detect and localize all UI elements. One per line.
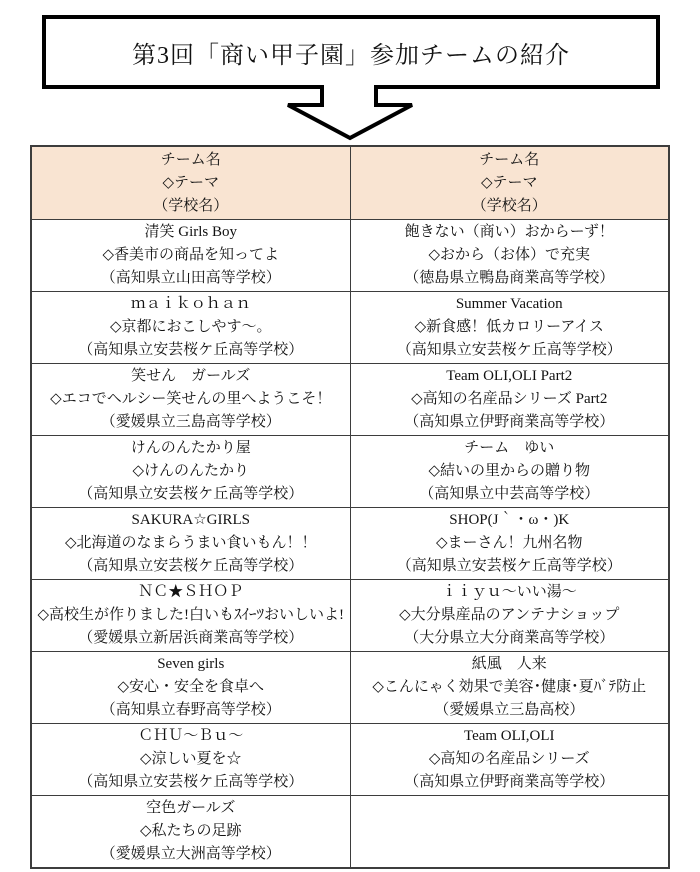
team-cell-left xyxy=(31,220,350,292)
school-line: （徳島県立鴨島商業高等学校） xyxy=(404,270,615,286)
table-row xyxy=(31,580,669,652)
theme-line: ◇まーさん！九州名物 xyxy=(435,535,583,551)
header-line-school: （学校名） xyxy=(153,197,229,214)
school-line: （愛媛県立新居浜商業高等学校） xyxy=(78,630,304,646)
theme-line: ◇けんのんたかり xyxy=(132,463,250,479)
team-cell-left xyxy=(31,580,350,652)
theme-line: ◇こんにゃく効果で美容･健康･夏ﾊﾞﾃ防止 xyxy=(372,679,647,695)
down-arrow-icon xyxy=(280,85,420,145)
page-title: 第3回「商い甲子園」参加チームの紹介 xyxy=(132,42,570,69)
theme-line: ◇エコでヘルシー笑せんの里へようこそ！ xyxy=(50,391,332,407)
theme-line: ◇結いの里からの贈り物 xyxy=(428,463,591,479)
header-cell-right xyxy=(350,146,669,220)
school-line: （愛媛県立三島高校） xyxy=(434,702,585,718)
school-line: （高知県立安芸桜ケ丘高等学校） xyxy=(78,774,304,790)
team-cell-right xyxy=(350,364,669,436)
school-line: （高知県立伊野商業高等学校） xyxy=(404,414,615,430)
header-line-team: チーム名 xyxy=(160,151,221,168)
school-line: （高知県立山田高等学校） xyxy=(100,270,281,286)
theme-line xyxy=(353,820,667,843)
team-cell-right xyxy=(350,652,669,724)
school-line: （高知県立春野高等学校） xyxy=(100,702,281,718)
table-row xyxy=(31,220,669,292)
team-line: 紙風 人来 xyxy=(471,656,547,672)
table-row xyxy=(31,364,669,436)
school-line: （高知県立安芸桜ケ丘高等学校） xyxy=(396,558,622,574)
theme-line: ◇香美市の商品を知ってよ xyxy=(102,247,280,263)
theme-line: ◇おから（お体）で充実 xyxy=(428,247,591,263)
theme-line: ◇新食感！低カロリーアイス xyxy=(414,319,604,335)
school-line: （高知県立伊野商業高等学校） xyxy=(404,774,615,790)
table-row xyxy=(31,652,669,724)
team-cell-right xyxy=(350,724,669,796)
theme-line: ◇大分県産品のアンテナショップ xyxy=(399,607,620,623)
theme-line: ◇高知の名産品シリーズ Part2 xyxy=(411,391,608,407)
team-line: ＣＨＵ～Ｂｕ～ xyxy=(138,728,244,744)
team-table xyxy=(30,145,670,869)
header-cell-left xyxy=(31,146,350,220)
header-line-theme: ◇テーマ xyxy=(480,174,538,191)
school-line xyxy=(353,843,667,866)
team-cell-left xyxy=(31,652,350,724)
school-line: （高知県立安芸桜ケ丘高等学校） xyxy=(78,558,304,574)
team-cell-right xyxy=(350,220,669,292)
team-cell-left xyxy=(31,436,350,508)
team-line: Team OLI,OLI Part2 xyxy=(446,368,573,384)
team-line: チーム ゆい xyxy=(464,440,555,456)
theme-line: ◇安心・安全を食卓へ xyxy=(117,679,265,695)
school-line: （高知県立安芸桜ケ丘高等学校） xyxy=(78,486,304,502)
team-cell-right xyxy=(350,580,669,652)
school-line: （高知県立安芸桜ケ丘高等学校） xyxy=(78,342,304,358)
title-box xyxy=(42,15,660,89)
team-table-header xyxy=(31,146,669,220)
school-line: （大分県立大分商業高等学校） xyxy=(404,630,615,646)
team-line: けんのんたかり屋 xyxy=(130,440,251,456)
team-line: Seven girls xyxy=(157,656,225,672)
school-line: （高知県立安芸桜ケ丘高等学校） xyxy=(396,342,622,358)
team-line: ｉｉｙｕ～いい湯～ xyxy=(441,584,577,600)
table-row xyxy=(31,436,669,508)
team-line: 清笑 Girls Boy xyxy=(144,224,237,240)
team-cell-left xyxy=(31,292,350,364)
team-cell-left xyxy=(31,724,350,796)
team-line xyxy=(353,797,667,820)
team-line: SHOP(J｀・ω・)K xyxy=(449,512,570,528)
table-row xyxy=(31,724,669,796)
theme-line: ◇私たちの足跡 xyxy=(139,823,242,839)
team-line: 笑せん ガールズ xyxy=(131,368,251,384)
header-line-school: （学校名） xyxy=(471,197,547,214)
team-cell-left xyxy=(31,796,350,869)
team-cell-right xyxy=(350,436,669,508)
team-cell-right xyxy=(350,796,669,869)
team-line: SAKURA☆GIRLS xyxy=(131,512,250,528)
team-cell-right xyxy=(350,292,669,364)
team-line: 空色ガールズ xyxy=(146,800,236,816)
team-table-body xyxy=(31,220,669,869)
team-cell-left xyxy=(31,508,350,580)
header-row xyxy=(31,146,669,220)
team-cell-left xyxy=(31,364,350,436)
table-row xyxy=(31,292,669,364)
team-line: ｍａｉｋｏｈａｎ xyxy=(130,296,251,312)
team-line: Summer Vacation xyxy=(455,296,563,312)
team-line: Team OLI,OLI xyxy=(463,728,555,744)
theme-line: ◇北海道のなまらうまい食いもん！！ xyxy=(64,535,317,551)
theme-line: ◇高知の名産品シリーズ xyxy=(428,751,590,767)
school-line: （高知県立中芸高等学校） xyxy=(419,486,600,502)
theme-line: ◇高校生が作りました!白いもｽｲｰﾂおいしいよ! xyxy=(37,607,345,623)
theme-line: ◇涼しい夏を☆ xyxy=(139,751,242,767)
table-row xyxy=(31,508,669,580)
team-cell-right xyxy=(350,508,669,580)
school-line: （愛媛県立三島高等学校） xyxy=(100,414,281,430)
header-line-team: チーム名 xyxy=(479,151,540,168)
team-line: 飽きない（商い）おからーず！ xyxy=(404,224,614,240)
table-row xyxy=(31,796,669,869)
school-line: （愛媛県立大洲高等学校） xyxy=(100,846,281,862)
team-line: ＮＣ★ＳＨＯＰ xyxy=(138,584,244,600)
header-line-theme: ◇テーマ xyxy=(162,174,220,191)
theme-line: ◇京都におこしやす～。 xyxy=(109,319,272,335)
